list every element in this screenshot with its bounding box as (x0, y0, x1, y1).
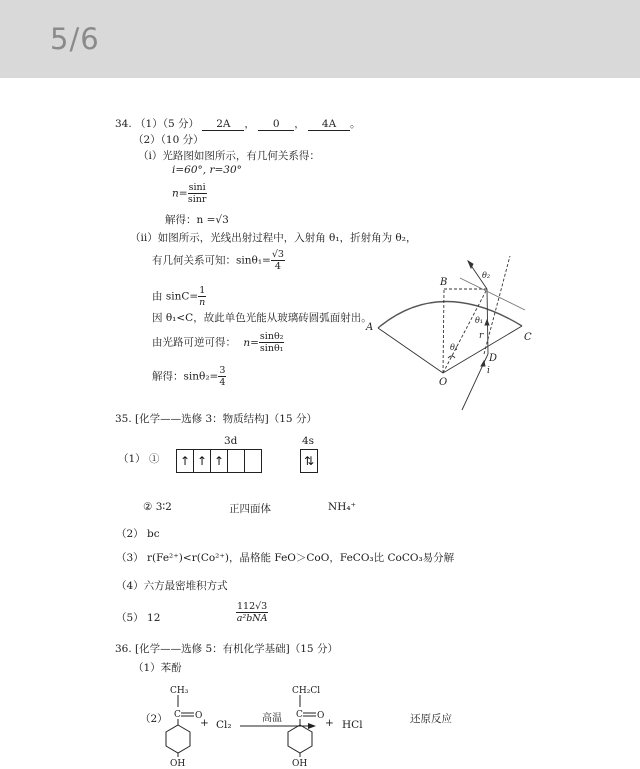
arc-boundary (378, 301, 522, 328)
page-number: 5/6 (50, 22, 100, 56)
reactant-oh: OH (170, 759, 186, 769)
q34-answer-2: 0 (258, 118, 294, 131)
numerator: sini (188, 182, 206, 193)
denominator: n (199, 297, 206, 308)
denominator: 4 (274, 261, 281, 272)
n-label: n= (172, 187, 188, 200)
hcl-product: HCl (342, 719, 363, 731)
label-a: A (366, 322, 374, 333)
geom-fraction (271, 249, 285, 272)
orbital-3d-boxes (176, 449, 262, 473)
q34-answer-3: 4A (308, 118, 350, 131)
label-i: i (487, 366, 490, 376)
denominator: a²bNA (236, 613, 268, 624)
product-structure (282, 683, 330, 767)
tangent-line (460, 278, 525, 310)
geom-prefix: 有几何关系可知：sinθ₁= (152, 254, 271, 267)
label-r: r (479, 331, 484, 341)
plus-sign: + (325, 717, 334, 729)
orbital-3d-cell: ↑ (177, 450, 194, 472)
q36-title: 36. [化学——选修 5：有机化学基础]（15 分） (115, 643, 338, 655)
q35-p1-ion: NH₄⁺ (328, 501, 357, 513)
solve-fraction (218, 365, 226, 388)
q34-part2-label: （2）（10 分） (133, 134, 204, 146)
label-b: B (440, 277, 448, 288)
label-d: D (489, 353, 498, 364)
chlorine-reagent: Cl₂ (216, 719, 232, 731)
orbital-3d-label: 3d (224, 435, 238, 447)
q34-solve-theta2 (152, 365, 226, 388)
numerator: 1 (199, 285, 206, 296)
numerator: 3 (219, 365, 226, 376)
orbital-4s-label: 4s (302, 435, 315, 447)
denominator: sinr (187, 194, 207, 205)
q35-p5-label: （5） 12 (116, 612, 161, 624)
p5-fraction (236, 601, 268, 624)
label-o: O (439, 377, 448, 388)
product-chloromethyl: CH₂Cl (292, 686, 321, 696)
q34-answer-1: 2A (202, 118, 244, 131)
q36-p1: （1）苯酚 (133, 662, 182, 674)
reaction-type: 还原反应 (410, 713, 452, 725)
denominator: 4 (219, 377, 226, 388)
product-oxygen: O (317, 711, 325, 721)
q35-p3: （3） r(Fe²⁺)<r(Co²⁺)，晶格能 FeO＞CoO，FeCO₃比 CoCO₃易分解 (116, 552, 455, 564)
numerator: √3 (271, 249, 284, 260)
orbital-4s-boxes (300, 449, 318, 473)
sinc-prefix: 由 sinC= (152, 290, 199, 303)
radius-oa (378, 328, 443, 373)
orbital-3d-cell (245, 450, 261, 472)
reactant-oxygen: O (195, 711, 203, 721)
q34-reversibility (152, 331, 284, 354)
separator: ， (294, 118, 305, 130)
q35-title: 35. [化学——选修 3：物质结构]（15 分） (115, 413, 317, 425)
solve-prefix: 解得：sinθ₂= (152, 370, 219, 383)
q34-i-intro: （i）光路图如图所示，有几何关系得： (138, 150, 320, 162)
n-fraction (188, 182, 207, 205)
label-c: C (524, 332, 532, 343)
product-oh: OH (292, 759, 308, 769)
period: 。 (350, 118, 361, 130)
q34-angles: i=60°, r=30° (172, 164, 242, 176)
reaction-condition: 高温 (262, 713, 282, 724)
denominator: sinθ₁ (259, 343, 284, 354)
orbital-3d-cell: ↑ (211, 450, 228, 472)
rev-n: n= (243, 336, 259, 349)
answer-sheet (0, 78, 640, 769)
q35-p1-ratio: ② 3∶2 (143, 501, 172, 513)
numerator: 112√3 (237, 601, 268, 612)
sinc-fraction (198, 285, 206, 308)
benzene-ring (288, 725, 312, 753)
q34-part1-label: （1）（5 分） (135, 118, 199, 130)
label-theta1: θ₁ (475, 316, 484, 325)
q34-ii-intro: （ii）如图所示，光线出射过程中，入射角 θ₁，折射角为 θ₂， (130, 232, 417, 244)
q34-geom-relation (152, 249, 285, 272)
rev-fraction (259, 331, 285, 354)
orbital-4s-cell: ⇅ (303, 454, 315, 468)
q35-p1-label: （1） ① (118, 453, 160, 465)
q35-p2: （2） bc (116, 528, 160, 540)
q34-sinc (152, 285, 206, 308)
q35-p4: （4）六方最密堆积方式 (116, 580, 228, 592)
benzene-ring (166, 725, 190, 753)
q35-p5-fraction (236, 601, 268, 624)
q34-solve-n: 解得：n =√3 (165, 214, 229, 226)
label-theta2: θ₂ (482, 271, 491, 280)
q34-part1 (115, 116, 361, 131)
reactant-structure (160, 683, 203, 769)
arrowhead-incident (481, 361, 485, 366)
reactant-methyl: CH₃ (170, 686, 189, 696)
separator: ， (244, 118, 255, 130)
q34-because: 因 θ₁<C，故此单色光能从玻璃砖圆弧面射出。 (152, 312, 372, 324)
reactant-carbon: C (174, 710, 181, 720)
rev-prefix: 由光路可逆可得： (152, 336, 236, 349)
label-theta1-bottom: θ₁ (450, 343, 459, 352)
optics-diagram (360, 258, 560, 418)
orbital-3d-cell (228, 450, 245, 472)
plus-sign: + (200, 717, 209, 729)
numerator: sinθ₂ (259, 331, 284, 342)
q36-p2-label: （2） (140, 713, 168, 725)
arrowhead-refracted (485, 320, 489, 325)
orbital-3d-cell: ↑ (194, 450, 211, 472)
q34-number: 34. (115, 118, 132, 130)
q35-p1-shape: 正四面体 (229, 503, 271, 515)
q34-n-formula (172, 182, 207, 205)
product-carbon: C (296, 710, 303, 720)
